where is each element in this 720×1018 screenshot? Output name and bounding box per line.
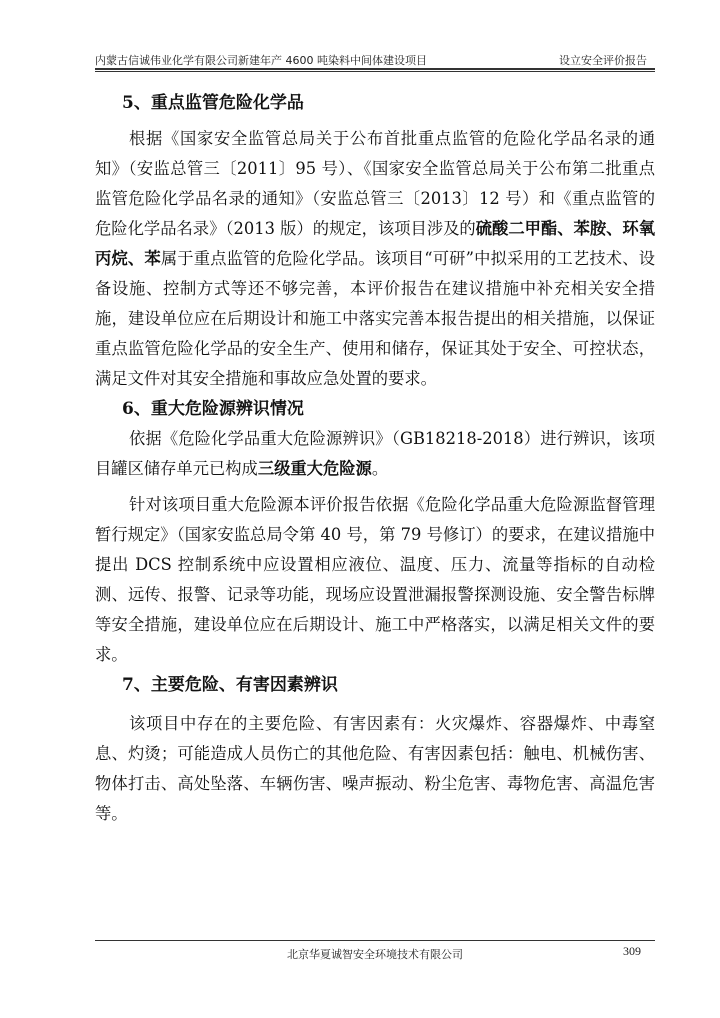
section-6-heading: 6、重大危险源辨识情况 — [122, 399, 304, 419]
header-project-title: 内蒙古信诚伟业化学有限公司新建年产 4600 吨染料中间体建设项目 — [95, 54, 427, 67]
section-6-paragraph-2: 针对该项目重大危险源本评价报告依据《危险化学品重大危险源监督管理暂行规定》（国家安监总局令第 40 号，第 79 号修订）的要求，在建议措施中提出 DCS 控制系统中应设置相应液位、温度、压力、流量等指标的自动检测、远传、报警、记录等功能，现场应设置泄漏报警探测设施、安全警告标牌等安全措施，建设单位应在后期设计、施工中严格落实，以满足相关文件的要求。 — [95, 495, 655, 664]
bold-hazard-level: 三级重大危险源 — [257, 459, 372, 478]
footer-divider — [95, 940, 655, 941]
page-body — [95, 88, 655, 829]
text-run: 属于重点监管的危险化学品。该项目“可研”中拟采用的工艺技术、设备设施、控制方式等还不够完善，本评价报告在建议措施中补充相关安全措施，建设单位应在后期设计和施工中落实完善本报告提出的相关措施，以保证重点监管危险化学品的安全生产、使用和储存，保证其处于安全、可控状态，满足文件对其安全措施和事故应急处置的要求。 — [95, 249, 655, 388]
page-footer — [95, 944, 655, 962]
page-header — [95, 50, 655, 68]
section-6-paragraph-1 — [95, 424, 655, 484]
header-report-type: 设立安全评价报告 — [559, 54, 647, 67]
footer-company: 北京华夏诚智安全环境技术有限公司 — [287, 948, 463, 961]
text-run: 。 — [371, 459, 389, 478]
text-run: 依据《危险化学品重大危险源辨识》（GB18218-2018）进行辨识，该项目罐区储存单元已构成 — [95, 429, 655, 478]
page-number: 309 — [623, 944, 641, 958]
section-5-paragraph — [95, 124, 655, 394]
text-run: 根据《国家安全监管总局关于公布首批重点监管的危险化学品名录的通知》（安监总管三〔2011〕95 号）、《国家安全监管总局关于公布第二批重点监管危险化学品名录的通知》（安监总管三〔2013〕12 号）和《重点监管的危险化学品名录》（2013 版）的规定，该项目涉及的 — [95, 129, 655, 238]
section-7-heading: 7、主要危险、有害因素辨识 — [122, 675, 338, 695]
section-5-heading: 5、重点监管危险化学品 — [122, 93, 304, 113]
section-7-paragraph: 该项目中存在的主要危险、有害因素有：火灾爆炸、容器爆炸、中毒窒息、灼烫；可能造成人员伤亡的其他危险、有害因素包括：触电、机械伤害、物体打击、高处坠落、车辆伤害、噪声振动、粉尘危害、毒物危害、高温危害等。 — [95, 714, 655, 823]
bold-chemicals: 硫酸二甲酯、苯胺、环氧丙烷、苯 — [95, 219, 655, 268]
header-divider — [95, 68, 655, 70]
header-divider-thin — [95, 71, 655, 72]
